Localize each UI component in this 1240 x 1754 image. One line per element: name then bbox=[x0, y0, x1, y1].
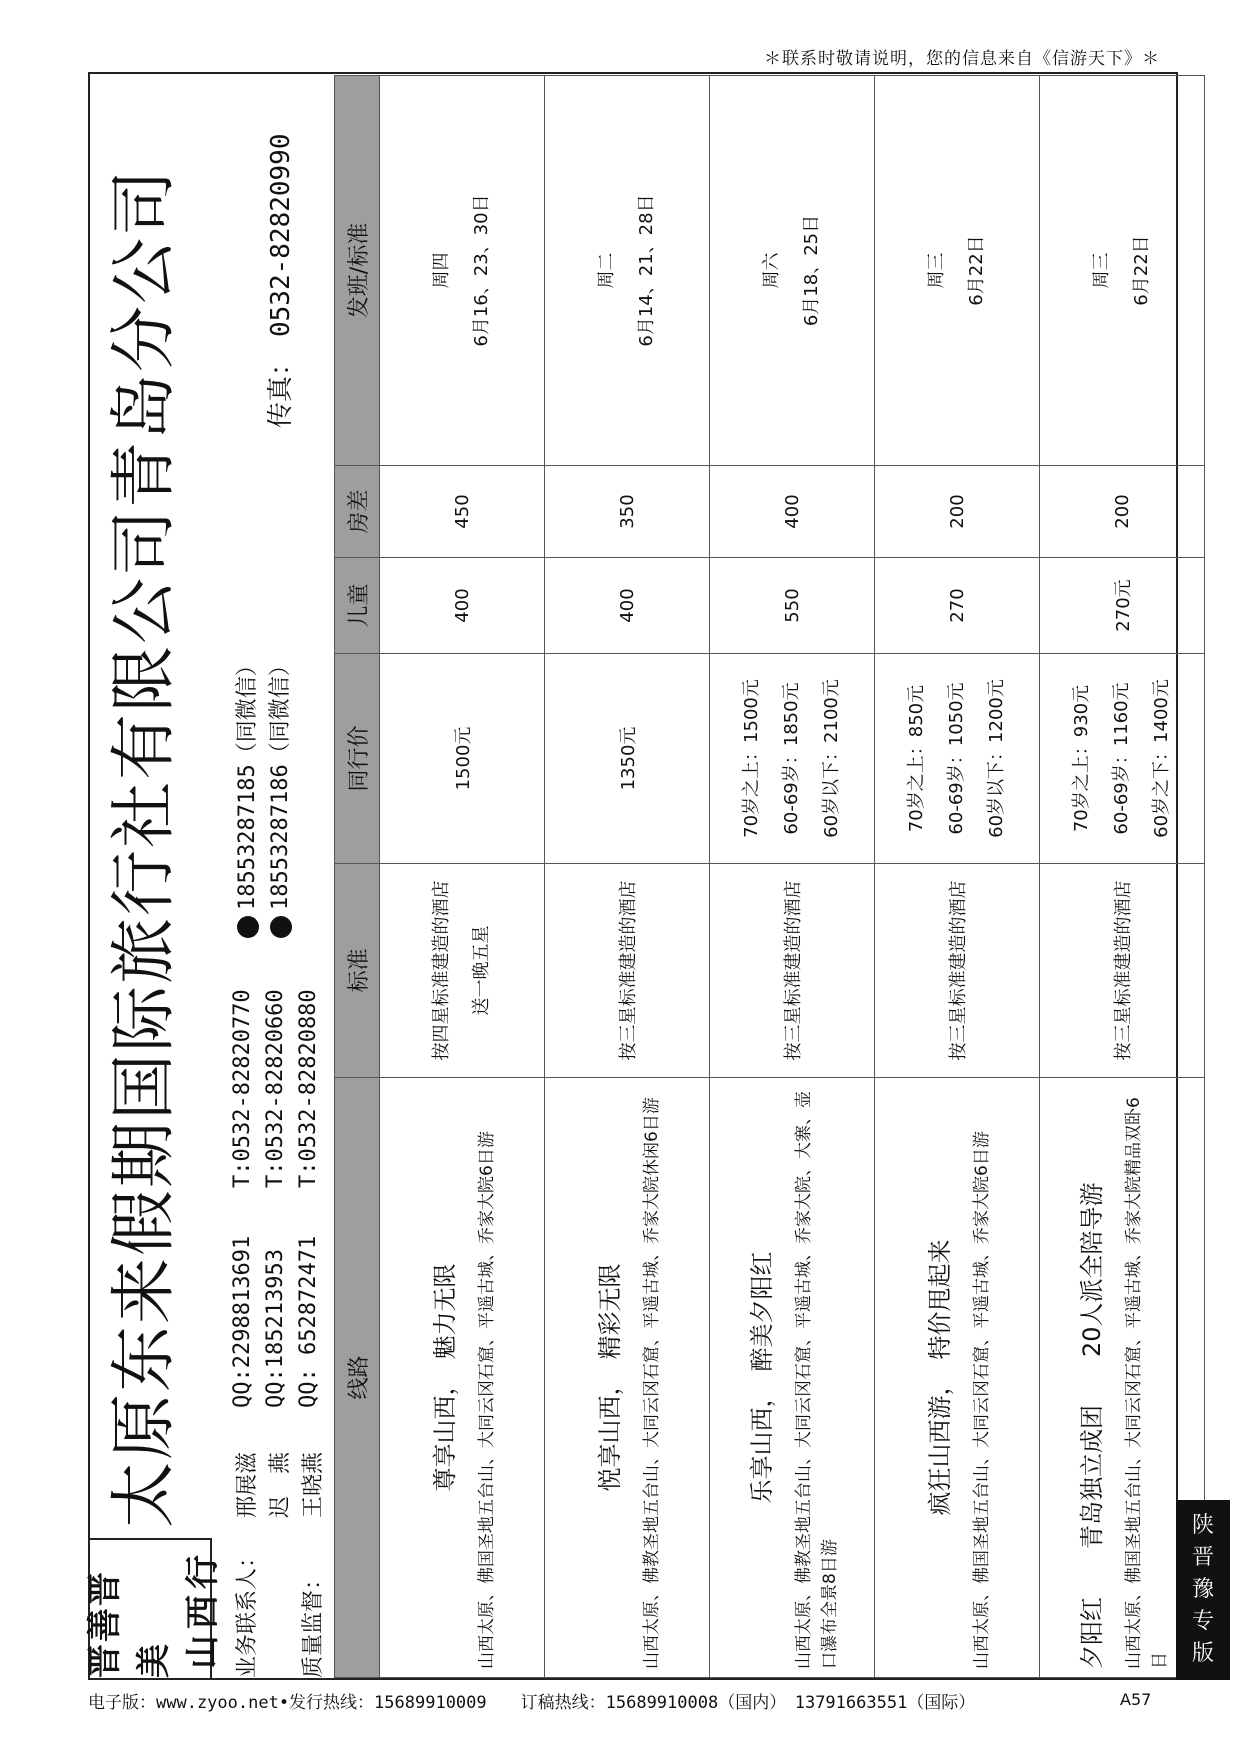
room-cell: 450 bbox=[380, 466, 545, 558]
contact-mobile-text: 18553287185（同微信） bbox=[235, 654, 260, 910]
fax-number: 传真： 0532-82820990 bbox=[266, 133, 296, 428]
child-cell: 400 bbox=[545, 558, 710, 654]
price-tier: 60岁之下：1400元 bbox=[1151, 679, 1172, 838]
biz-label: 业务联系人： bbox=[235, 1545, 260, 1678]
header-price: 同行价 bbox=[335, 654, 380, 864]
table-row bbox=[545, 76, 710, 1678]
standard-text: 按三星标准建造的酒店 bbox=[545, 864, 710, 1078]
logo-box bbox=[84, 1538, 223, 1678]
contact-mobile bbox=[263, 654, 294, 938]
side-tag-char: 晋 bbox=[1191, 1545, 1214, 1570]
depart-day: 周三 bbox=[1091, 252, 1112, 289]
depart-day: 周三 bbox=[926, 252, 947, 289]
depart-dates: 6月22日 bbox=[1131, 235, 1152, 306]
route-desc: 山西太原、佛教圣地五台山、大同云冈石窟、平遥古城、乔家大院休闲6日游 bbox=[641, 1097, 662, 1669]
top-note: ＊联系时敬请说明，您的信息来自《信游天下》＊ bbox=[764, 49, 1160, 69]
child-cell: 550 bbox=[710, 558, 875, 654]
route-desc: 山西太原、佛国圣地五台山、大同云冈石窟、平遥古城、乔家大院精品双卧6日 bbox=[1123, 1097, 1170, 1669]
depart-day: 周四 bbox=[431, 252, 452, 289]
header-room: 房差 bbox=[335, 466, 380, 558]
header-route: 线路 bbox=[335, 1078, 380, 1678]
child-cell: 270 bbox=[875, 558, 1040, 654]
price-tier: 70岁之上：1500元 bbox=[741, 679, 762, 838]
contact-tel: T:0532-82820660 bbox=[263, 989, 288, 1188]
logo-line1: 晋善晋美 bbox=[84, 1570, 174, 1678]
contact-tel: T:0532-82820880 bbox=[296, 989, 321, 1188]
route-desc: 山西太原、佛教圣地五台山、大同云冈石窟、平遥古城、乔家大院、大寨、壶口瀑布全景8日游 bbox=[793, 1091, 840, 1669]
price-tier: 60岁以下：2100元 bbox=[821, 679, 842, 838]
room-cell: 400 bbox=[710, 466, 875, 558]
contact-mobile bbox=[230, 654, 261, 938]
side-tag-char: 陕 bbox=[1191, 1513, 1214, 1538]
footer-hotlines: 电子版：www.zyoo.net•发行热线：15689910009 订稿热线：15689910008（国内） 13791663551（国际） bbox=[88, 1693, 976, 1713]
side-tag bbox=[1176, 1500, 1230, 1680]
room-cell: 200 bbox=[1040, 466, 1205, 558]
depart-dates: 6月18、25日 bbox=[801, 214, 822, 327]
standard-text: 按三星标准建造的酒店 bbox=[1040, 864, 1205, 1078]
route-desc: 山西太原、佛国圣地五台山、大同云冈石窟、平遥古城、乔家大院6日游 bbox=[476, 1131, 497, 1669]
route-table bbox=[334, 75, 1205, 1678]
table-row bbox=[875, 76, 1040, 1678]
contact-name: 迟 燕 bbox=[268, 1451, 293, 1518]
page-number: A57 bbox=[1120, 1690, 1152, 1709]
depart-dates: 6月16、23、30日 bbox=[471, 194, 492, 347]
company-title: 太原东来假期国际旅行社有限公司青岛分公司 bbox=[105, 168, 182, 1528]
route-name: 夕阳红 青岛独立成团 20人派全陪导游 bbox=[1077, 1182, 1106, 1669]
depart-dates: 6月22日 bbox=[966, 235, 987, 306]
route-name: 疯狂山西游， 特价甩起来 bbox=[925, 1239, 954, 1516]
route-name: 乐享山西， 醉美夕阳红 bbox=[747, 1251, 776, 1504]
price-tier: 60-69岁：1850元 bbox=[781, 682, 802, 835]
rotated-sheet bbox=[84, 74, 1176, 1678]
contact-tel: T:0532-82820770 bbox=[230, 989, 255, 1188]
contact-qq: QQ:185213953 bbox=[263, 1249, 288, 1408]
depart-dates: 6月14、21、28日 bbox=[636, 194, 657, 347]
standard-text: 按三星标准建造的酒店 bbox=[710, 864, 875, 1078]
qc-label: 质量监督： bbox=[301, 1567, 326, 1678]
table-row bbox=[1040, 76, 1205, 1678]
header-standard: 标准 bbox=[335, 864, 380, 1078]
header-depart: 发班/标准 bbox=[335, 76, 380, 466]
price-cell: 1500元 bbox=[380, 654, 545, 864]
phone-icon bbox=[270, 916, 292, 938]
price-tier: 60-69岁：1050元 bbox=[946, 682, 967, 835]
contact-name: 邢展滋 bbox=[235, 1451, 260, 1518]
contact-qq: QQ: 652872471 bbox=[296, 1235, 321, 1408]
price-tier: 70岁之上：930元 bbox=[1071, 684, 1092, 833]
price-cell: 1350元 bbox=[545, 654, 710, 864]
standard-text: 送一晚五星 bbox=[471, 925, 492, 1016]
ad-frame bbox=[84, 72, 1178, 1680]
room-cell: 350 bbox=[545, 466, 710, 558]
standard-text: 按四星标准建造的酒店 bbox=[431, 880, 452, 1061]
price-tier: 60岁以下：1200元 bbox=[986, 679, 1007, 838]
child-cell: 400 bbox=[380, 558, 545, 654]
route-name: 尊享山西， 魅力无限 bbox=[430, 1263, 459, 1492]
child-cell: 270元 bbox=[1040, 558, 1205, 654]
table-row bbox=[380, 76, 545, 1678]
contact-mobile-text: 18553287186（同微信） bbox=[268, 654, 293, 910]
depart-day: 周二 bbox=[596, 252, 617, 289]
table-row bbox=[710, 76, 875, 1678]
side-tag-char: 豫 bbox=[1191, 1577, 1214, 1602]
logo-line2: 山西行 bbox=[182, 1549, 223, 1669]
contact-qq: QQ:2298813691 bbox=[230, 1235, 255, 1408]
depart-day: 周六 bbox=[761, 252, 782, 289]
side-tag-char: 专 bbox=[1191, 1609, 1214, 1634]
phone-icon bbox=[237, 916, 259, 938]
route-name: 悦享山西， 精彩无限 bbox=[595, 1263, 624, 1492]
price-tier: 60-69岁：1160元 bbox=[1111, 682, 1132, 835]
room-cell: 200 bbox=[875, 466, 1040, 558]
route-desc: 山西太原、佛国圣地五台山、大同云冈石窟、平遥古城、乔家大院6日游 bbox=[971, 1131, 992, 1669]
contact-name: 王晓燕 bbox=[301, 1451, 326, 1518]
price-tier: 70岁之上：850元 bbox=[906, 684, 927, 833]
standard-text: 按三星标准建造的酒店 bbox=[875, 864, 1040, 1078]
side-tag-char: 版 bbox=[1191, 1641, 1214, 1666]
header-child: 儿童 bbox=[335, 558, 380, 654]
